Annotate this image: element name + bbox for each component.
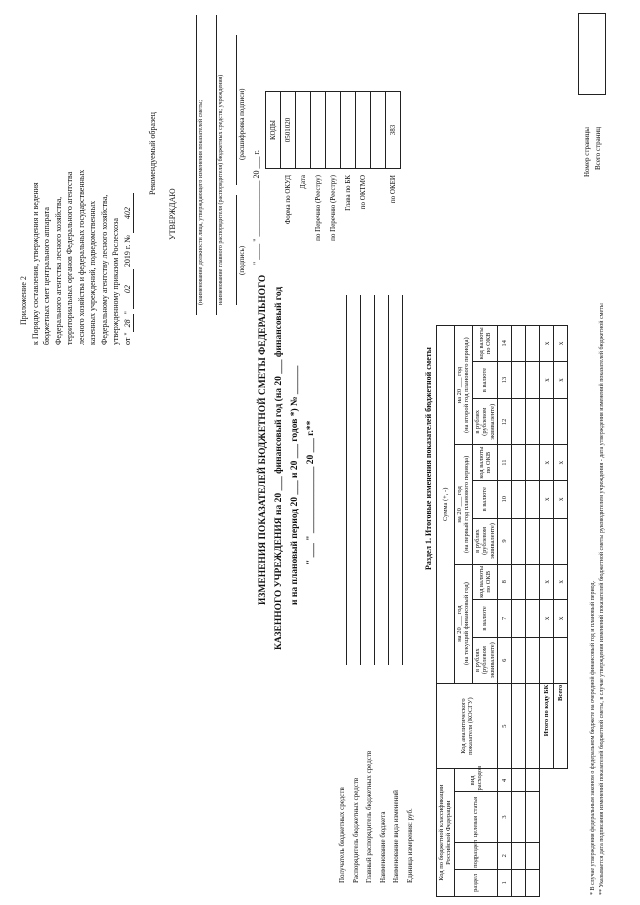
field-label: Главный распорядитель бюджетных средств: [365, 750, 373, 883]
cell: [554, 518, 568, 564]
cell: [512, 842, 526, 869]
heading-line: ИЗМЕНЕНИЯ ПОКАЗАТЕЛЕЙ БЮДЖЕТНОЙ СМЕТЫ ФЕДЕРАЛЬНОГО: [258, 274, 268, 605]
header-okv: код валюты по ОКВ: [472, 445, 497, 481]
codes-header: КОДЫ: [266, 92, 281, 169]
appendix-line: лесного хозяйства и федеральных государственных: [76, 169, 86, 345]
field-line: [402, 295, 403, 665]
code-label: Дата: [299, 175, 307, 189]
handwritten-number: 402: [122, 193, 135, 233]
cell: [526, 326, 540, 362]
col-number: 9: [498, 518, 512, 564]
appendix-line: бюджетных смет центрального аппарата: [42, 207, 51, 345]
header-cur: в валюте: [472, 480, 497, 518]
x-mark: x: [540, 480, 554, 518]
cell: [526, 518, 540, 564]
col-number: 11: [498, 445, 512, 481]
cell: [512, 769, 526, 792]
code-value: 0501020: [281, 92, 296, 169]
year2-label: на 20 ___ год: [455, 486, 463, 523]
field-line: [360, 295, 361, 665]
cell: [526, 361, 540, 399]
header-vid: вид расходов: [454, 769, 497, 792]
header-rub: в рублях (рублевом эквиваленте): [472, 637, 497, 683]
col-number: 4: [498, 769, 512, 792]
codes-spacer: [266, 169, 281, 288]
x-mark: x: [554, 600, 568, 638]
page-number-box: [578, 13, 606, 95]
header-okv: код валюты по ОКВ: [472, 326, 497, 362]
appendix-line: казенных учреждений, подведомственных: [88, 200, 97, 345]
cell: [540, 637, 554, 683]
col-number: 12: [498, 399, 512, 445]
cell: [512, 326, 526, 362]
code-value: [341, 92, 356, 169]
signature-line: [236, 195, 237, 305]
cell: [526, 564, 540, 600]
sign-caption: (подпись): [238, 245, 246, 275]
x-mark: x: [554, 445, 568, 481]
total-all-label: Всего: [554, 683, 568, 769]
total-bk-label: Итого по коду БК: [540, 683, 554, 769]
total-bk-row: [540, 326, 554, 897]
header-cur: в валюте: [472, 361, 497, 399]
code-label: Глава по БК: [344, 175, 352, 211]
approve-date: " ____ " ______________ 20 ___ г.: [252, 150, 261, 265]
changes-table: [436, 325, 568, 897]
x-mark: x: [554, 480, 568, 518]
code-label: по Перечню (Реестру): [314, 175, 322, 241]
appendix-line: Приложение 2: [19, 276, 28, 325]
table-row: [512, 326, 526, 897]
handwritten-month: 02: [122, 269, 135, 309]
col-number: 13: [498, 361, 512, 399]
codes-table: [265, 91, 401, 287]
cell: [512, 600, 526, 638]
page-number-label: Номер страницы: [583, 126, 591, 177]
footnote-2: ** Указывается дата подписания изменений показателей бюджетной сметы, в случае утверждения изменений показателей бюджетной сметы руководителем учреждения - дата утверждения изменений показателей бюджетной сметы: [599, 303, 605, 895]
appendix-line: к Порядку составления, утверждения и ведения: [30, 182, 40, 345]
field-label: Получатель бюджетных средств: [338, 787, 346, 883]
header-cur: в валюте: [472, 600, 497, 638]
cell: [512, 518, 526, 564]
cell: [540, 769, 554, 897]
cell: [512, 792, 526, 842]
cell: [554, 399, 568, 445]
section-title: Раздел 1. Итоговые изменения показателей бюджетной сметы: [424, 347, 433, 570]
col-number: 6: [498, 637, 512, 683]
header-year1: [454, 564, 472, 683]
code-label: Форма по ОКУД: [284, 175, 292, 225]
total-pages-label: Всего страниц: [594, 126, 602, 170]
recommended-sample: Рекомендуемый образец: [148, 112, 157, 195]
footnote-1: * В случае утверждения федеральным законом о федеральном бюджете на очередной финансовый год и плановый период.: [590, 580, 596, 895]
date-quote: ": [122, 311, 132, 315]
field-label: Наименование бюджета: [378, 811, 387, 883]
year1-sub: (на текущий финансовый год): [463, 582, 471, 666]
code-value: [296, 92, 311, 169]
cell: [512, 480, 526, 518]
cell: [526, 683, 540, 769]
cell: [526, 445, 540, 481]
appendix-line: утвержденному приказом Рослесхоза: [111, 218, 120, 345]
handwritten-day: 28: [122, 314, 135, 332]
field-line: [388, 295, 389, 665]
col-number: 2: [498, 842, 512, 869]
x-mark: x: [540, 600, 554, 638]
x-mark: x: [554, 326, 568, 362]
cell: [526, 480, 540, 518]
year1-label: на 20 ___ год: [455, 605, 463, 642]
code-label: по ОКТМО: [359, 175, 367, 210]
approve-caption: наименование главного распорядителя (распорядителя) бюджетных средств; учреждения): [218, 74, 224, 305]
col-number: 10: [498, 480, 512, 518]
appendix-date-line: [122, 170, 135, 345]
year3-label: на 20 ___ год: [455, 366, 463, 404]
appendix-block: [18, 170, 134, 345]
cell: [512, 399, 526, 445]
heading-line: и на плановый период 20 ___ и 20 ___ годов *) № ______: [290, 365, 300, 605]
approve-title: УТВЕРЖДАЮ: [168, 188, 177, 240]
header-year2: [454, 445, 472, 564]
cell: [512, 361, 526, 399]
total-all-row: [554, 326, 568, 897]
col-number: 3: [498, 792, 512, 842]
x-mark: x: [540, 564, 554, 600]
cell: [526, 637, 540, 683]
header-podrazdel: подраздел: [454, 842, 497, 869]
cell: [554, 637, 568, 683]
heading-line: КАЗЕННОГО УЧРЕЖДЕНИЯ на 20 ___ финансовый год (на 20 ___ финансовый год: [274, 286, 284, 650]
cell: [526, 792, 540, 842]
cell: [512, 869, 526, 896]
cell: [526, 769, 540, 792]
code-value: [356, 92, 371, 169]
code-value: [326, 92, 341, 169]
page-box-labels: [582, 127, 604, 177]
cell: [512, 445, 526, 481]
header-okv: код валюты по ОКВ: [472, 564, 497, 600]
cell: [540, 399, 554, 445]
approve-caption: (наименование должности лица, утверждающего изменения показателей сметы;: [198, 99, 204, 305]
table-row: [526, 326, 540, 897]
col-number: 5: [498, 683, 512, 769]
header-razdel: раздел: [454, 869, 497, 896]
code-value: 383: [386, 92, 401, 169]
cell: [526, 600, 540, 638]
header-year3: [454, 326, 472, 445]
fields-block: [336, 751, 417, 883]
field-label: Распорядитель бюджетных средств: [351, 777, 360, 883]
cell: [526, 842, 540, 869]
date-prefix: от ": [122, 332, 132, 345]
header-target: целевая статья: [454, 792, 497, 842]
col-number: 8: [498, 564, 512, 600]
cell: [512, 564, 526, 600]
column-number-row: [498, 326, 512, 897]
approve-line: [216, 15, 217, 315]
header-sum: Сумма (+, -): [437, 326, 455, 684]
code-value: [311, 92, 326, 169]
header-kosgu: Код аналитического показателя (КОСГУ): [437, 683, 498, 769]
header-rub: в рублях (рублевом эквиваленте): [472, 399, 497, 445]
year3-sub: (на второй год планового периода): [463, 337, 471, 433]
field-line: [374, 295, 375, 665]
appendix-line: Федеральному агентству лесного хозяйства,: [99, 194, 109, 345]
year-number-label: 2019 г. №: [122, 235, 132, 268]
x-mark: x: [540, 445, 554, 481]
x-mark: x: [554, 361, 568, 399]
code-label: [371, 169, 386, 288]
col-number: 1: [498, 869, 512, 896]
appendix-line: Федерального агентства лесного хозяйства,: [53, 196, 63, 345]
cell: [554, 769, 568, 897]
code-label: по ОКЕИ: [389, 175, 397, 204]
x-mark: x: [554, 564, 568, 600]
decode-caption: (расшифровка подписи): [238, 88, 246, 160]
decode-line: [236, 35, 237, 185]
approve-line: [196, 15, 197, 315]
heading-date: " ___ " ______________ 20 ___ г.**: [306, 420, 316, 565]
cell: [526, 869, 540, 896]
cell: [512, 637, 526, 683]
x-mark: x: [540, 361, 554, 399]
col-number: 7: [498, 600, 512, 638]
x-mark: x: [540, 326, 554, 362]
year2-sub: (на первый год планового периода): [463, 455, 471, 554]
header-rub: в рублях (рублевом эквиваленте): [472, 518, 497, 564]
header-bk: Код по бюджетной классификации Российской Федерации: [437, 769, 455, 897]
cell: [512, 683, 526, 769]
cell: [540, 518, 554, 564]
code-value: [371, 92, 386, 169]
field-label: Наименование вида изменений: [392, 790, 400, 883]
field-line: [346, 295, 347, 665]
cell: [526, 399, 540, 445]
code-label: по Перечню (Реестру): [329, 175, 337, 241]
appendix-line: территориальных органов Федерального агентства: [65, 171, 74, 345]
col-number: 14: [498, 326, 512, 362]
field-label: Единица измерения: руб.: [405, 808, 414, 883]
